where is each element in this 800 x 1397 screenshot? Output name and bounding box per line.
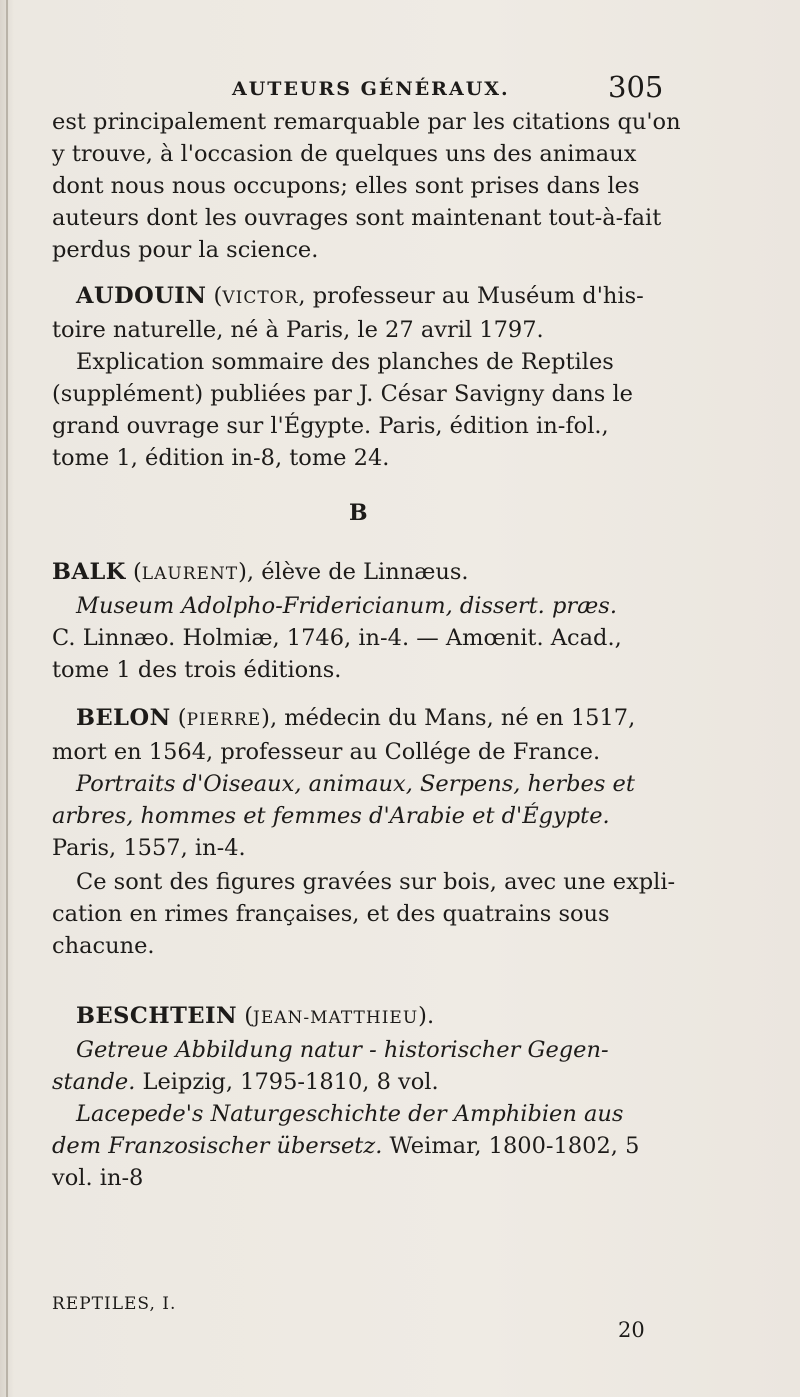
author-firstname: PIERRE — [186, 710, 262, 730]
work-title: stande. — [52, 1069, 136, 1095]
text-line: tome 1 des trois éditions. — [52, 657, 342, 683]
author-name: AUDOUIN — [76, 283, 207, 309]
text-line: perdus pour la science. — [52, 237, 319, 263]
text-line — [52, 1066, 662, 1098]
page-number: 305 — [608, 70, 664, 104]
entry-belon — [52, 702, 662, 864]
entry-heading: BALK (LAURENT), élève de Linnæus. — [52, 559, 469, 585]
binding-gutter — [6, 0, 8, 1397]
signature-mark: REPTILES, I. — [52, 1294, 177, 1314]
text-line: toire naturelle, né à Paris, le 27 avril 1797. — [52, 317, 544, 343]
author-description: ), médecin du Mans, né en 1517, — [261, 705, 636, 731]
belon-note — [52, 866, 676, 962]
entry-heading: BELON (PIERRE), médecin du Mans, né en 1517, — [76, 705, 636, 731]
publication-info: Weimar, 1800-1802, 5 — [382, 1133, 640, 1159]
author-description: , professeur au Muséum d'his- — [298, 283, 644, 309]
text-line: chacune. — [52, 933, 155, 959]
work-title: dem Franzosischer übersetz. — [52, 1133, 383, 1159]
publication-info: Leipzig, 1795-1810, 8 vol. — [135, 1069, 439, 1095]
gathering-number: 20 — [618, 1318, 645, 1342]
entry-beschtein — [52, 1000, 662, 1194]
entry-heading: BESCHTEIN (JEAN-MATTHIEU). — [76, 1003, 435, 1029]
text-line: tome 1, édition in-8, tome 24. — [52, 445, 390, 471]
work-title: Museum Adolpho-Fridericianum, dissert. præs. — [76, 593, 617, 619]
continuation-paragraph — [52, 106, 681, 266]
text-line: C. Linnæo. Holmiæ, 1746, in-4. — Amœnit. Acad., — [52, 625, 622, 651]
work-title: Lacepede's Naturgeschichte der Amphibien aus — [76, 1101, 624, 1127]
text-line: y trouve, à l'occasion de quelques uns des animaux — [52, 141, 637, 167]
text-line — [52, 1130, 662, 1162]
author-name: BALK — [52, 559, 126, 585]
text-line: vol. in-8 — [52, 1165, 144, 1191]
work-title: Portraits d'Oiseaux, animaux, Serpens, herbes et — [76, 771, 635, 797]
author-firstname: LAURENT — [141, 564, 239, 584]
text-line: Paris, 1557, in-4. — [52, 835, 246, 861]
section-letter: B — [349, 500, 368, 526]
text-line: auteurs dont les ouvrages sont maintenant tout-à-fait — [52, 205, 662, 231]
text-line: mort en 1564, professeur au Collége de France. — [52, 739, 601, 765]
text-line: cation en rimes françaises, et des quatrains sous — [52, 901, 610, 927]
running-title: AUTEURS GÉNÉRAUX. — [232, 78, 510, 100]
entry-balk — [52, 556, 662, 686]
text-line: Explication sommaire des planches de Reptiles — [76, 349, 614, 375]
entry-audouin — [52, 280, 662, 474]
author-firstname: VICTOR — [222, 288, 299, 308]
author-name: BESCHTEIN — [76, 1003, 238, 1029]
text-line: est principalement remarquable par les citations qu'on — [52, 109, 681, 135]
entry-heading: AUDOUIN (VICTOR, professeur au Muséum d'his- — [76, 283, 644, 309]
text-line: dont nous nous occupons; elles sont prises dans les — [52, 173, 640, 199]
work-title: Getreue Abbildung natur - historischer Gegen- — [76, 1037, 609, 1063]
author-name: BELON — [76, 705, 171, 731]
text-line: (supplément) publiées par J. César Savigny dans le — [52, 381, 633, 407]
author-description: ), élève de Linnæus. — [238, 559, 469, 585]
text-line: grand ouvrage sur l'Égypte. Paris, édition in-fol., — [52, 413, 609, 439]
work-title: arbres, hommes et femmes d'Arabie et d'Égypte. — [52, 803, 610, 829]
text-line: Ce sont des figures gravées sur bois, avec une expli- — [76, 869, 676, 895]
author-description: ). — [418, 1003, 435, 1029]
author-firstname: JEAN-MATTHIEU — [253, 1008, 419, 1028]
